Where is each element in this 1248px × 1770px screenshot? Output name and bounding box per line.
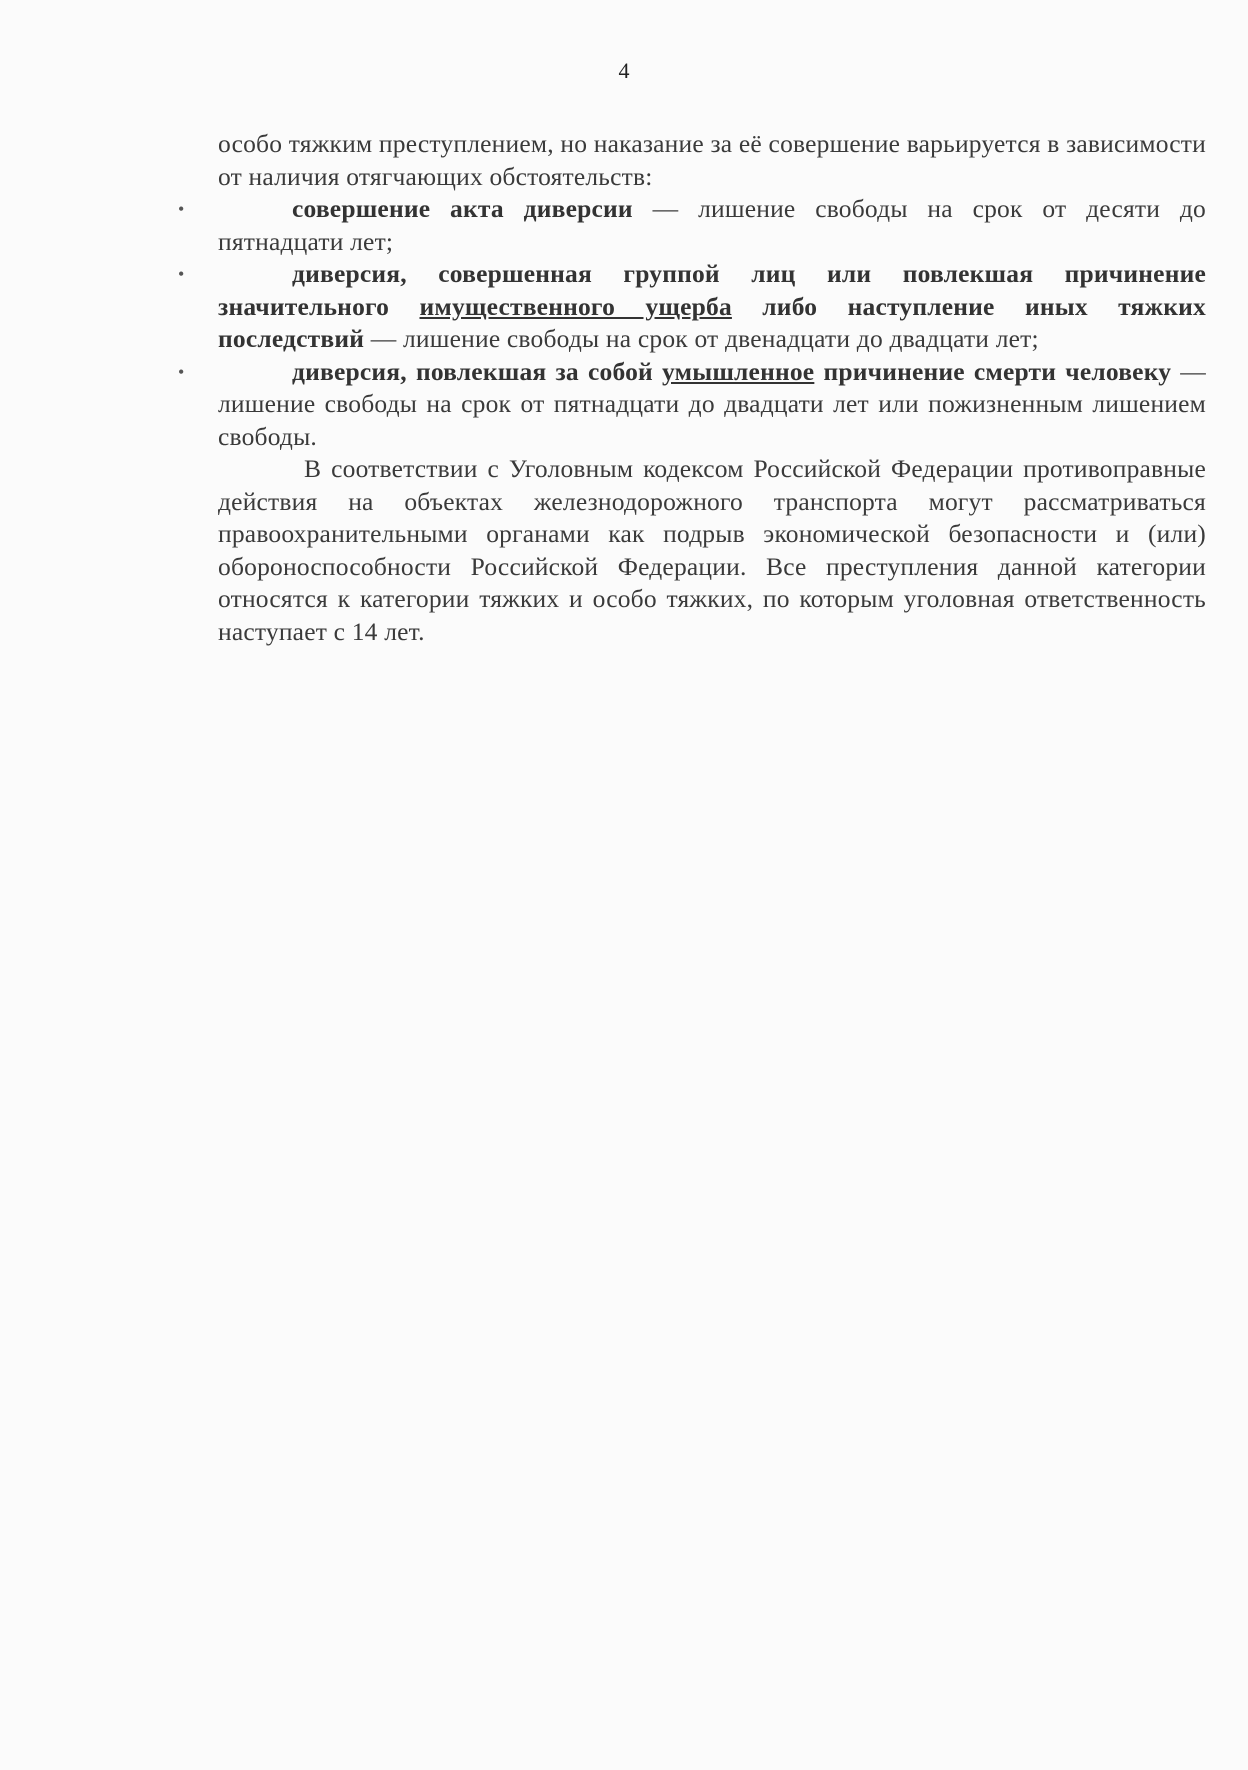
closing-paragraph: В соответствии с Уголовным кодексом Российской Федерации противоправные действия на объектах железнодорожного транспорта могут рассматриваться правоохранительными органами как подрыв экономической безопасности и (или) обороноспособности Российской Федерации. Все преступления данной категории относятся к категории тяжких и особо тяжких, по которым уголовная ответственность наступает с 14 лет. [218, 454, 1206, 646]
bullet-bold-text: причинение смерти человеку [814, 356, 1172, 386]
bullet-underlined-text: имущественного ущерба [419, 291, 732, 321]
list-item [178, 193, 1206, 258]
bullet-bold-text: диверсия, совершенная группой лиц или повлекшая причинение значительного [218, 259, 1206, 321]
bullet-bold-text: либо наступление иных тяжких последствий [218, 291, 1206, 353]
bullet-icon: • [178, 199, 185, 219]
bullet-icon: • [178, 361, 185, 382]
intro-paragraph: особо тяжким преступлением, но наказание за её совершение варьируется в зависимости от наличия отягчающих обстоятельств: [218, 129, 1206, 191]
bullet-bold-text: совершение акта диверсии [292, 194, 633, 223]
bullet-text: — лишение свободы на срок от десяти до пятнадцати лет; [218, 194, 1206, 256]
bullet-icon: • [178, 264, 185, 284]
bullet-text: — лишение свободы на срок от двенадцати до двадцати лет; [364, 324, 1039, 353]
bullet-text: — лишение свободы на срок от пятнадцати до двадцати лет или пожизненным лишением свободы. [218, 356, 1206, 451]
page-number: 4 [618, 58, 630, 83]
bullet-underlined-text: умышленное [662, 356, 815, 386]
bullet-bold-text: диверсия, повлекшая за собой [292, 356, 663, 386]
list-item [178, 258, 1206, 356]
document-body [178, 128, 1206, 648]
list-item [178, 356, 1206, 454]
aggravating-circumstances-list [178, 193, 1206, 453]
